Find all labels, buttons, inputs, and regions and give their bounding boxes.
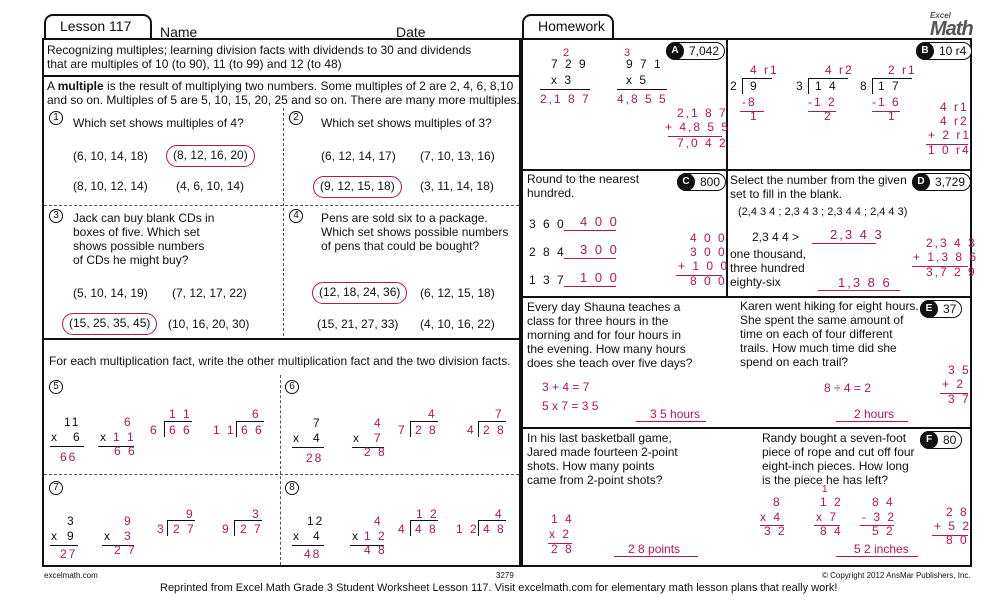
p7-rx: x	[104, 529, 110, 543]
p5-b: 6	[73, 430, 82, 444]
hw-c-s4: 8 0 0	[690, 274, 727, 288]
hw-d-line1: Select the number from the given	[730, 173, 907, 187]
hw-f-s3: 8 0	[946, 533, 969, 547]
hw-d-s2: + 1,3 8 6	[913, 250, 979, 264]
hw-a-s2: + 4,8 5 5	[665, 120, 731, 134]
hw-b-s4: 1 0 r4	[928, 143, 971, 157]
intro-line2: and so on. Multiples of 5 are 5, 10, 15, 20, 25 and so on. There are many more multiples.	[47, 93, 520, 107]
hw-f-jared-line3: shots. How many points	[527, 459, 655, 473]
hw-b-letter: B	[916, 42, 934, 60]
hw-e-answer: 37	[943, 302, 957, 316]
p6-rx: x	[353, 431, 359, 445]
hw-b-sub3: -1 6	[872, 95, 901, 109]
hw-e-karen-answer: 2 hours	[854, 407, 895, 421]
hw-f-randy-line2: piece of rope and cut off four	[762, 445, 915, 459]
p8-ra: 4	[374, 514, 383, 528]
q3-line2: boxes of five. Which set	[73, 225, 200, 239]
q2-opt-4: (3, 11, 14, 18)	[420, 179, 494, 193]
p5-rx: x	[100, 430, 106, 444]
hw-e-karen-line2: She spent the same amount of	[740, 313, 904, 327]
p7-dv1: 2 7	[173, 522, 196, 536]
hw-f-jared-line2: Jared made fourteen 2-point	[527, 445, 678, 459]
hw-f-randy-c1: 8 4	[872, 495, 895, 509]
footer-center: 3279	[496, 571, 514, 580]
hw-f-randy-line3: eight-inch pieces. How long	[762, 459, 909, 473]
q3-line4: of CDs he might buy?	[73, 253, 189, 267]
hw-a-carry1: 2	[563, 47, 570, 59]
hw-f-s2: + 5 2	[934, 519, 972, 533]
hw-e-shauna-line4: the evening. How many hours	[527, 342, 686, 356]
q3-opt-2: (7, 12, 17, 22)	[172, 286, 247, 300]
hw-b-answer-badge	[916, 42, 972, 60]
p5-x: x	[51, 430, 57, 444]
intro-rest: is the result of multiplying two numbers. Some multiples of 2 are 2, 4, 6, 8,10	[107, 79, 514, 93]
p7-x: x	[51, 529, 57, 543]
hw-a-m2: 9 7 1	[626, 57, 663, 71]
name-label: Name	[160, 24, 198, 40]
hw-d-word1: one thousand,	[730, 247, 807, 261]
q3-line1: Jack can buy blank CDs in	[73, 211, 215, 225]
hw-f-jared-work1: 1 4	[551, 512, 574, 526]
hw-b-sub2: -1 2	[808, 95, 837, 109]
hw-f-randy-line1: Randy bought a seven-foot	[762, 431, 907, 445]
q3-number: 3	[49, 209, 63, 223]
hw-d-s1: 2,3 4 3	[926, 236, 977, 250]
logo-big: Math	[930, 18, 973, 40]
p8-d2: 1 2	[456, 522, 479, 536]
hw-c-letter: C	[677, 173, 695, 191]
p8-rb: 1 2	[364, 529, 387, 543]
hw-f-jared-line1: In his last basketball game,	[527, 431, 672, 445]
hw-c-s2: 3 0 0	[690, 245, 727, 259]
hw-d-answer: 3,729	[935, 175, 966, 189]
hw-c-line1: Round to the nearest	[527, 172, 640, 186]
q1-opt-4: (4, 6, 10, 14)	[176, 179, 245, 193]
hw-b-r2: 2	[824, 109, 833, 123]
intro-bold: multiple	[57, 79, 104, 93]
hw-d-line2: set to fill in the blank.	[730, 187, 843, 201]
p8-x: x	[293, 529, 299, 543]
hw-e-s3: 3 7	[948, 392, 971, 406]
hw-a-p1: 2,1 8 7	[540, 92, 591, 106]
intro-line1	[47, 80, 513, 94]
hw-a-x1: x 3	[551, 73, 574, 87]
q4-opt-1-circled: (12, 18, 24, 36)	[312, 282, 407, 304]
p8-prod: 48	[304, 547, 322, 561]
p8-dv2: 4 8	[483, 522, 506, 536]
hw-c-answer: 800	[700, 175, 721, 189]
p5-d1: 6	[150, 423, 159, 437]
hw-d-answer-badge	[912, 173, 971, 191]
p5-prod: 66	[60, 450, 78, 464]
p7-rb: 3	[124, 529, 133, 543]
hw-d-word3: eighty-six	[730, 275, 781, 289]
p8-d1: 4	[398, 522, 407, 536]
q1-text: Which set shows multiples of 4?	[73, 116, 244, 130]
q4-opt-3: (15, 21, 27, 33)	[317, 317, 399, 331]
hw-e-karen-work1: 8 ÷ 4 = 2	[824, 381, 871, 395]
p6-b: 4	[313, 431, 322, 445]
q3-opt-3-circled: (15, 25, 35, 45)	[62, 313, 157, 335]
p6-q1: 4	[428, 407, 437, 421]
p8-number: 8	[285, 481, 299, 495]
hw-e-s2: + 2	[942, 377, 966, 391]
q1-number: 1	[49, 111, 63, 125]
hw-c-a3: 1 0 0	[580, 270, 619, 285]
p6-dv2: 2 8	[483, 423, 506, 437]
q1-opt-3: (8, 10, 12, 14)	[73, 179, 148, 193]
hw-b-q3: 2 r1	[888, 63, 917, 77]
p7-rprod: 2 7	[114, 543, 137, 557]
p7-dv2: 2 7	[240, 522, 263, 536]
q4-opt-4: (4, 10, 16, 22)	[420, 317, 495, 331]
p6-a: 7	[313, 416, 322, 430]
hw-a-s1: 2,1 8 7	[677, 106, 728, 120]
footer-right: © Copyright 2012 AnsMar Publishers, Inc.	[822, 571, 971, 580]
hw-b-r3: 1	[888, 109, 897, 123]
p6-rb: 7	[374, 431, 383, 445]
hw-b-d2: 3	[796, 79, 805, 93]
hw-e-karen-line3: time on each of four different	[740, 327, 893, 341]
hw-a-letter: A	[666, 42, 684, 60]
hw-a-carry2: 3	[624, 47, 631, 59]
hw-b-q2: 4 r2	[825, 63, 854, 77]
p5-rprod: 6 6	[114, 444, 137, 458]
hw-d-word2: three hundred	[730, 261, 805, 275]
p6-x: x	[293, 431, 299, 445]
hw-b-s3: + 2 r1	[928, 128, 972, 142]
lesson-tab-label: Lesson 117	[60, 18, 132, 34]
q2-opt-2: (7, 10, 13, 16)	[420, 149, 495, 163]
hw-f-jared-answer: 2 8 points	[628, 542, 681, 556]
hw-f-letter: F	[920, 431, 938, 449]
p7-prod: 27	[60, 547, 78, 561]
hw-e-shauna-line5: does she teach over five days?	[527, 356, 693, 370]
hw-f-jared-line4: came from 2-point shots?	[527, 473, 663, 487]
q4-opt-2: (6, 12, 15, 18)	[420, 286, 495, 300]
hw-e-answer-badge	[920, 300, 962, 318]
p7-d2: 9	[222, 522, 231, 536]
p5-rb: 1 1	[113, 430, 136, 444]
q2-number: 2	[289, 111, 303, 125]
p8-rprod: 4 8	[364, 543, 387, 557]
hw-f-jared-work2: x 2	[549, 527, 572, 541]
p8-b: 4	[313, 529, 322, 543]
p8-q1: 1 2	[416, 507, 439, 521]
q3-line3: shows possible numbers	[73, 239, 205, 253]
hw-e-shauna-line2: class for three hours in the	[527, 314, 669, 328]
objective-line1: Recognizing multiples; learning division facts with dividends to 30 and dividends	[47, 43, 472, 57]
p8-a: 12	[307, 514, 325, 528]
hw-d-a2: 1,3 8 6	[838, 275, 892, 290]
hw-f-answer-badge	[920, 431, 962, 449]
p5-dv1: 6 6	[169, 423, 192, 437]
hw-d-s3: 3,7 2 9	[926, 265, 977, 279]
p5-d2: 1 1	[213, 423, 236, 437]
hw-f-randy-c3: 5 2	[872, 524, 895, 538]
p6-prod: 28	[306, 451, 324, 465]
q1-opt-2-circled: (8, 12, 16, 20)	[166, 145, 255, 167]
hw-a-x2: x 5	[626, 73, 649, 87]
intro-a: A	[47, 79, 55, 93]
p8-q2: 4	[495, 507, 504, 521]
hw-f-randy-a3: 3 2	[764, 524, 787, 538]
q4-line1: Pens are sold six to a package.	[321, 211, 488, 225]
hw-f-s1: 2 8	[946, 505, 969, 519]
q4-line2: Which set shows possible numbers	[321, 225, 509, 239]
hw-f-randy-a1: 8	[773, 495, 782, 509]
hw-f-randy-carry: 1	[822, 484, 828, 495]
hw-d-set: (2,4 3 4 ; 2,3 4 3 ; 2,3 4 4 ; 2,4 4 3)	[738, 206, 908, 218]
hw-b-d1: 2	[730, 79, 739, 93]
q2-opt-3-circled: (9, 12, 15, 18)	[313, 176, 402, 198]
hw-c-line2: hundred.	[527, 186, 575, 200]
hw-d-a1: 2,3 4 3	[830, 227, 884, 242]
q4-number: 4	[289, 209, 303, 223]
p8-rx: x	[352, 529, 358, 543]
hw-f-jared-work3: 2 8	[551, 542, 574, 556]
hw-a-s3: 7,0 4 2	[677, 136, 728, 150]
hw-b-dv2: 1 4	[815, 79, 838, 93]
hw-f-randy-b3: 8 4	[820, 524, 843, 538]
hw-b-r1: 1	[750, 109, 759, 123]
hw-b-sub1: -8	[742, 95, 757, 109]
hw-e-shauna-work2: 5 x 7 = 3 5	[542, 399, 599, 413]
hw-e-karen-line1: Karen went hiking for eight hours.	[740, 299, 919, 313]
p6-q2: 7	[495, 407, 504, 421]
p8-dv1: 4 8	[415, 522, 438, 536]
hw-e-shauna-work1: 3 + 4 = 7	[542, 380, 590, 394]
hw-e-shauna-line1: Every day Shauna teaches a	[527, 300, 681, 314]
hw-f-randy-line4: is the piece he has left?	[762, 473, 889, 487]
q3-opt-4: (10, 16, 20, 30)	[168, 317, 250, 331]
p7-q2: 3	[252, 507, 261, 521]
hw-f-randy-b1: 1 2	[820, 495, 843, 509]
p5-q2: 6	[252, 407, 261, 421]
q4-line3: of pens that could be bought?	[321, 239, 480, 253]
footer-left: excelmath.com	[44, 571, 98, 580]
q2-text: Which set shows multiples of 3?	[321, 116, 492, 130]
hw-b-dv3: 1 7	[878, 79, 901, 93]
hw-c-a2: 3 0 0	[580, 242, 619, 257]
hw-f-randy-answer: 5 2 inches	[854, 542, 909, 556]
hw-b-answer: 10 r4	[939, 44, 967, 58]
hw-c-s1: 4 0 0	[690, 231, 727, 245]
p7-d1: 3	[157, 522, 166, 536]
hw-e-shauna-answer: 3 5 hours	[650, 407, 701, 421]
homework-tab	[522, 14, 614, 40]
logo-small: Excel	[930, 11, 951, 20]
p6-ra: 4	[374, 416, 383, 430]
p6-rprod: 2 8	[364, 445, 387, 459]
p6-dv1: 2 8	[415, 423, 438, 437]
hw-c-a1: 4 0 0	[580, 214, 619, 229]
hw-b-d3: 8	[860, 79, 869, 93]
p7-ra: 9	[124, 514, 133, 528]
mult-instructions: For each multiplication fact, write the other multiplication fact and the two division facts.	[49, 354, 511, 368]
hw-f-randy-c2: - 3 2	[862, 510, 897, 524]
p7-number: 7	[49, 481, 63, 495]
p5-a: 11	[64, 415, 81, 429]
p5-ra: 6	[124, 415, 133, 429]
hw-e-karen-line4: trails. How much time did she	[740, 341, 897, 355]
hw-f-answer: 80	[943, 433, 957, 447]
hw-e-letter: E	[920, 300, 938, 318]
hw-c-s3: + 1 0 0	[678, 259, 730, 273]
hw-a-m1: 7 2 9	[551, 57, 588, 71]
hw-d-compare: 2,3 4 4 >	[752, 230, 800, 244]
hw-e-s1: 3 5	[948, 363, 971, 377]
date-label: Date	[396, 24, 426, 40]
hw-d-letter: D	[912, 173, 930, 191]
hw-e-karen-line5: spend on each trail?	[740, 355, 849, 369]
hw-b-q1: 4 r1	[750, 63, 779, 77]
p5-number: 5	[49, 380, 63, 394]
hw-f-randy-b2: x 7	[816, 510, 839, 524]
q3-opt-1: (5, 10, 14, 19)	[73, 286, 148, 300]
hw-a-answer-badge	[666, 42, 725, 60]
p7-b: 9	[67, 529, 76, 543]
hw-c-n3: 1 3 7	[529, 273, 566, 287]
hw-f-randy-a2: x 4	[760, 510, 783, 524]
hw-b-s2: 4 r2	[940, 114, 969, 128]
p6-number: 6	[285, 380, 299, 394]
q2-opt-1: (6, 12, 14, 17)	[321, 149, 396, 163]
hw-a-p2: 4,8 5 5	[617, 92, 668, 106]
p6-d1: 7	[398, 423, 407, 437]
hw-b-s1: 4 r1	[940, 100, 969, 114]
p7-q1: 9	[186, 507, 195, 521]
hw-e-shauna-line3: morning and for four hours in	[527, 328, 682, 342]
hw-c-n2: 2 8 4	[529, 245, 566, 259]
hw-a-answer: 7,042	[689, 44, 720, 58]
p5-dv2: 6 6	[241, 423, 264, 437]
footer-reprint-note: Reprinted from Excel Math Grade 3 Student Worksheet Lesson 117. Visit excelmath.com for elementary math lesson plans that really work!	[160, 582, 838, 594]
p6-d2: 4	[467, 423, 476, 437]
objective-line2: that are multiples of 10 (to 90), 11 (to 99) and 12 (to 48)	[47, 57, 342, 71]
p7-a: 3	[67, 514, 76, 528]
q1-opt-1: (6, 10, 14, 18)	[73, 149, 148, 163]
hw-c-n1: 3 6 0	[529, 217, 566, 231]
homework-tab-label: Homework	[538, 18, 605, 34]
hw-b-dv1: 9	[750, 79, 759, 93]
hw-c-answer-badge	[677, 173, 726, 191]
p5-q1: 1 1	[169, 407, 192, 421]
lesson-tab	[44, 14, 152, 40]
